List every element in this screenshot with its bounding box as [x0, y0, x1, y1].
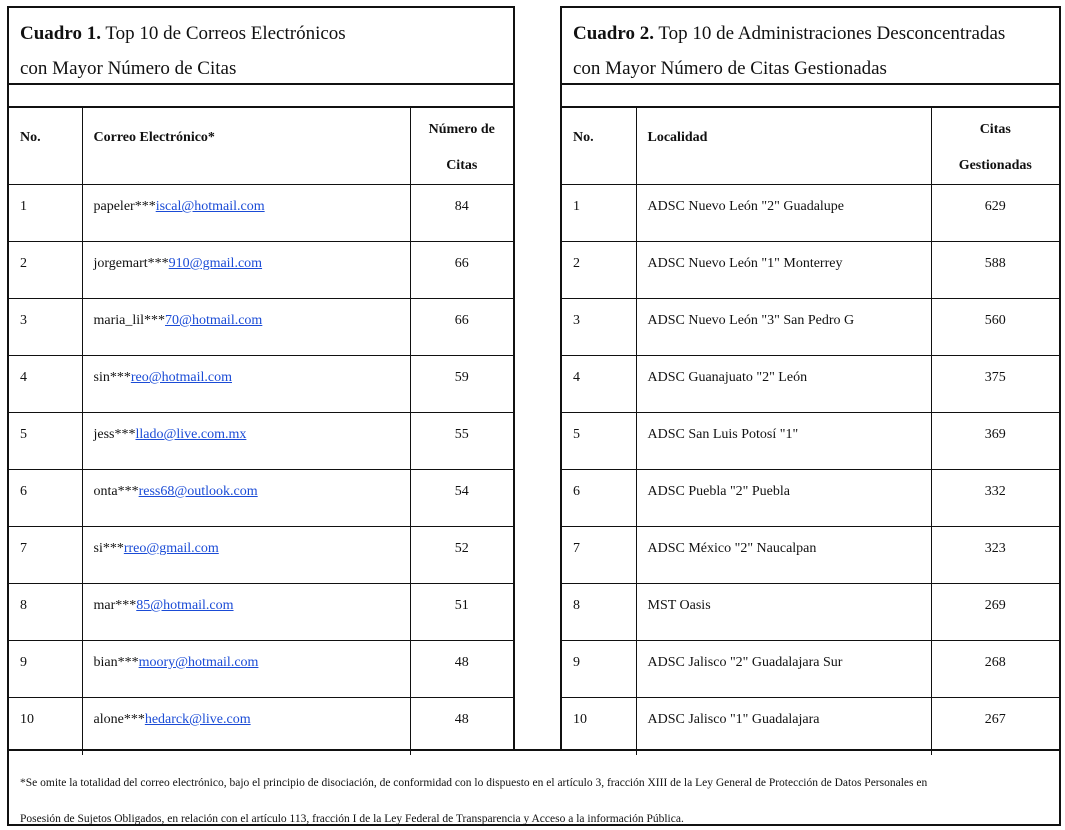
row-no: 5 — [562, 413, 636, 470]
row-email — [82, 527, 410, 584]
email-link[interactable]: hedarck@live.com — [144, 712, 251, 727]
row-no: 1 — [562, 185, 636, 242]
table-administraciones-panel — [560, 6, 1061, 751]
email-prefix: si*** — [93, 541, 124, 556]
table-row — [9, 413, 513, 470]
row-no: 4 — [562, 356, 636, 413]
email-prefix: jess*** — [93, 427, 136, 442]
row-locality: ADSC Nuevo León "1" Monterrey — [636, 242, 931, 299]
row-email — [82, 185, 410, 242]
email-prefix: onta*** — [93, 484, 139, 499]
row-count: 48 — [410, 641, 513, 698]
row-count: 588 — [931, 242, 1059, 299]
email-prefix: maria_lil*** — [93, 313, 166, 328]
row-locality: ADSC San Luis Potosí "1" — [636, 413, 931, 470]
row-no: 9 — [562, 641, 636, 698]
row-locality: ADSC Puebla "2" Puebla — [636, 470, 931, 527]
email-link[interactable]: 85@hotmail.com — [136, 598, 234, 613]
row-locality: ADSC Guanajuato "2" León — [636, 356, 931, 413]
row-email — [82, 413, 410, 470]
email-prefix: papeler*** — [93, 199, 156, 214]
footnote-line1: *Se omite la totalidad del correo electrónico, bajo el principio de disociación, de conformidad con lo dispuesto en el artículo 3, fracción XIII de la Ley General de Protección de Datos Personales en — [20, 777, 928, 789]
email-link[interactable]: iscal@hotmail.com — [155, 199, 265, 214]
header-count: Número de Citas — [410, 108, 513, 185]
row-email — [82, 641, 410, 698]
table-row — [562, 356, 1059, 413]
row-no: 2 — [562, 242, 636, 299]
table-correos-panel — [7, 6, 515, 751]
spacer-row — [9, 85, 513, 108]
row-count: 375 — [931, 356, 1059, 413]
row-no: 8 — [562, 584, 636, 641]
email-link[interactable]: moory@hotmail.com — [138, 655, 259, 670]
email-prefix: sin*** — [93, 370, 131, 385]
row-count: 629 — [931, 185, 1059, 242]
row-count: 269 — [931, 584, 1059, 641]
table-row — [562, 185, 1059, 242]
row-count: 66 — [410, 299, 513, 356]
table-row — [562, 641, 1059, 698]
table-row — [9, 584, 513, 641]
row-email — [82, 356, 410, 413]
table-row — [9, 527, 513, 584]
email-link[interactable]: llado@live.com.mx — [135, 427, 247, 442]
table-row — [9, 242, 513, 299]
header-no: No. — [20, 130, 41, 145]
row-count: 84 — [410, 185, 513, 242]
row-locality: ADSC México "2" Naucalpan — [636, 527, 931, 584]
row-count: 267 — [931, 698, 1059, 755]
table-row — [562, 470, 1059, 527]
title-text: Top 10 de Administraciones Desconcentradas — [653, 23, 1006, 44]
row-no: 3 — [562, 299, 636, 356]
row-email — [82, 299, 410, 356]
spacer-row — [562, 85, 1059, 108]
email-prefix: bian*** — [93, 655, 139, 670]
row-count: 323 — [931, 527, 1059, 584]
table-row — [9, 185, 513, 242]
row-no: 1 — [9, 185, 82, 242]
row-count: 55 — [410, 413, 513, 470]
row-no: 7 — [562, 527, 636, 584]
email-prefix: mar*** — [93, 598, 137, 613]
footnote — [7, 749, 1061, 826]
emails-table — [9, 108, 513, 755]
header-row — [9, 108, 513, 185]
row-locality: ADSC Jalisco "2" Guadalajara Sur — [636, 641, 931, 698]
row-count: 560 — [931, 299, 1059, 356]
row-count: 369 — [931, 413, 1059, 470]
email-link[interactable]: ress68@outlook.com — [138, 484, 258, 499]
row-no: 7 — [9, 527, 82, 584]
row-email — [82, 470, 410, 527]
email-link[interactable]: rreo@gmail.com — [123, 541, 219, 556]
title-line2: con Mayor Número de Citas — [20, 58, 237, 79]
row-no: 9 — [9, 641, 82, 698]
table-row — [562, 242, 1059, 299]
table-row — [9, 470, 513, 527]
header-no: No. — [573, 130, 594, 145]
row-no: 4 — [9, 356, 82, 413]
header-row — [562, 108, 1059, 185]
email-link[interactable]: reo@hotmail.com — [130, 370, 232, 385]
title-line2: con Mayor Número de Citas Gestionadas — [573, 58, 887, 79]
row-count: 66 — [410, 242, 513, 299]
table-row — [562, 584, 1059, 641]
table-row — [9, 356, 513, 413]
row-email — [82, 584, 410, 641]
localities-table — [562, 108, 1059, 755]
row-email — [82, 242, 410, 299]
row-email — [82, 698, 410, 755]
row-count: 48 — [410, 698, 513, 755]
row-no: 10 — [9, 698, 82, 755]
email-prefix: jorgemart*** — [93, 256, 169, 271]
table-row — [562, 527, 1059, 584]
row-no: 8 — [9, 584, 82, 641]
title-bold: Cuadro 2. — [573, 23, 654, 44]
table-row — [562, 413, 1059, 470]
email-link[interactable]: 70@hotmail.com — [165, 313, 263, 328]
table-title — [9, 8, 513, 85]
table-row — [9, 641, 513, 698]
row-count: 54 — [410, 470, 513, 527]
row-count: 51 — [410, 584, 513, 641]
row-no: 3 — [9, 299, 82, 356]
row-no: 6 — [562, 470, 636, 527]
row-locality: MST Oasis — [636, 584, 931, 641]
row-count: 52 — [410, 527, 513, 584]
title-text: Top 10 de Correos Electrónicos — [100, 23, 346, 44]
row-count: 268 — [931, 641, 1059, 698]
row-locality: ADSC Jalisco "1" Guadalajara — [636, 698, 931, 755]
header-locality: Localidad — [636, 108, 931, 185]
row-no: 6 — [9, 470, 82, 527]
table-row — [9, 299, 513, 356]
header-count: Citas Gestionadas — [931, 108, 1059, 185]
footnote-line2: Posesión de Sujetos Obligados, en relación con el artículo 113, fracción I de la Ley Federal de Transparencia y Acceso a la información Pública. — [20, 813, 684, 825]
title-bold: Cuadro 1. — [20, 23, 101, 44]
row-count: 59 — [410, 356, 513, 413]
table-title — [562, 8, 1059, 85]
row-no: 2 — [9, 242, 82, 299]
row-locality: ADSC Nuevo León "3" San Pedro G — [636, 299, 931, 356]
table-row — [562, 299, 1059, 356]
header-email: Correo Electrónico* — [82, 108, 410, 185]
row-no: 5 — [9, 413, 82, 470]
email-link[interactable]: 910@gmail.com — [168, 256, 263, 271]
table-row — [9, 698, 513, 755]
row-count: 332 — [931, 470, 1059, 527]
table-row — [562, 698, 1059, 755]
row-no: 10 — [562, 698, 636, 755]
row-locality: ADSC Nuevo León "2" Guadalupe — [636, 185, 931, 242]
email-prefix: alone*** — [93, 712, 145, 727]
